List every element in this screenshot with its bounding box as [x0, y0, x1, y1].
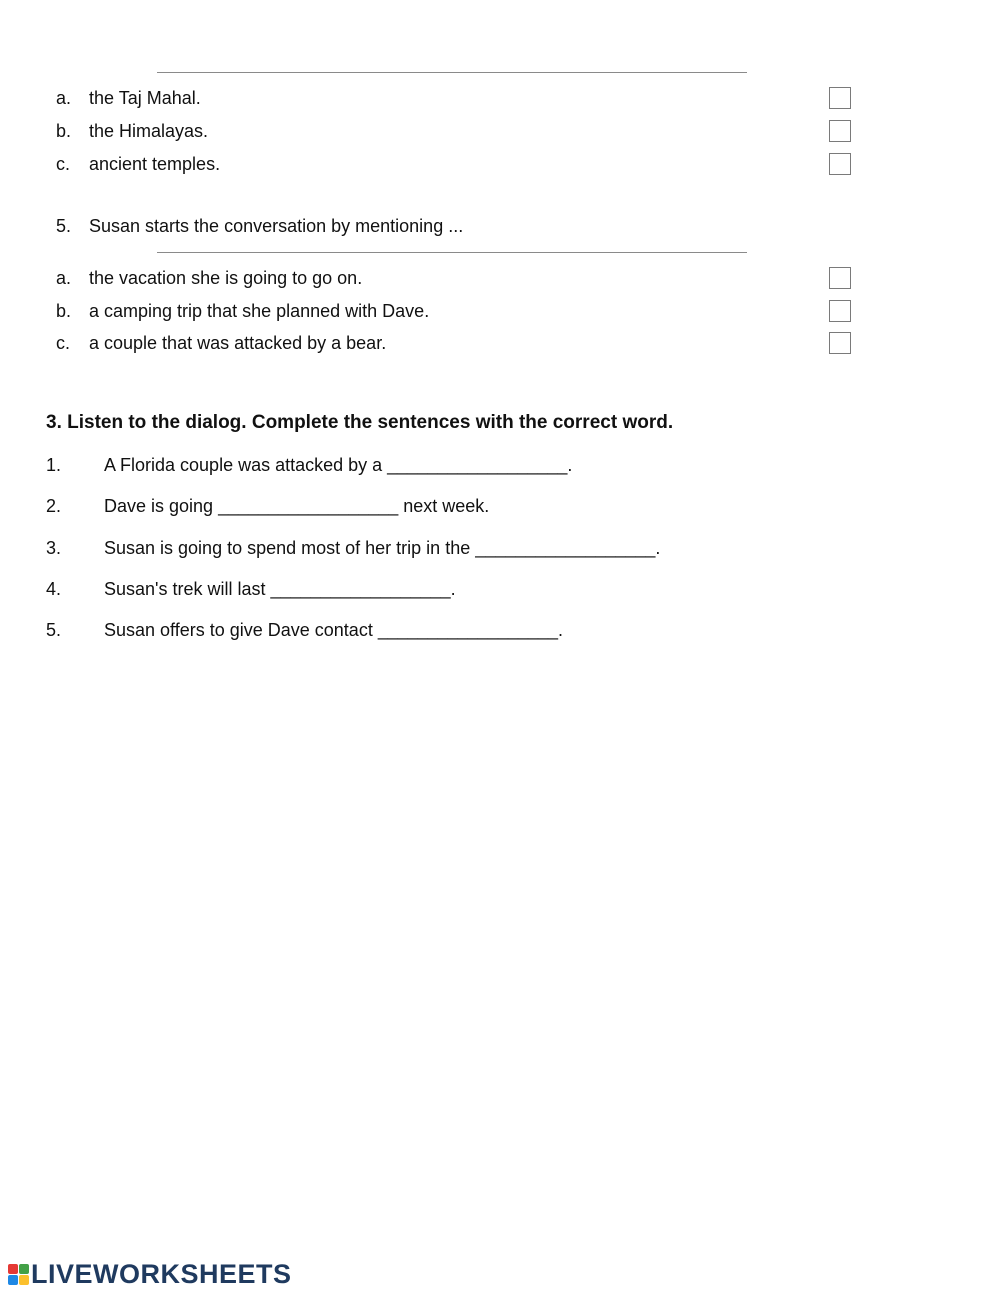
sentence-number: 3.	[46, 538, 62, 558]
question-text: Susan starts the conversation by mentioning ...	[89, 216, 464, 236]
liveworksheets-logo[interactable]	[8, 1259, 292, 1289]
sentence-number: 4.	[46, 579, 62, 599]
option-letter: c.	[56, 154, 71, 174]
q4-option-c-checkbox[interactable]	[829, 153, 851, 175]
logo-square	[19, 1275, 29, 1285]
q4-option-a	[0, 83, 1000, 113]
sentence-number: 1.	[46, 455, 62, 475]
option-text: the Taj Mahal.	[89, 88, 201, 108]
logo-grid-icon	[8, 1264, 29, 1285]
q5-option-a-checkbox[interactable]	[829, 267, 851, 289]
sentence-text[interactable]: Susan's trek will last __________________.	[104, 579, 456, 599]
option-text: ancient temples.	[89, 154, 221, 174]
q5-option-b	[0, 296, 1000, 326]
option-letter: a.	[56, 268, 72, 288]
q4-option-b	[0, 116, 1000, 146]
q5-option-c	[0, 328, 1000, 358]
sentence-number: 2.	[46, 496, 62, 516]
option-letter: b.	[56, 121, 72, 141]
answer-line	[157, 252, 747, 253]
sentence-text[interactable]: Dave is going __________________ next week.	[104, 496, 490, 516]
q5-option-b-checkbox[interactable]	[829, 300, 851, 322]
sentence-number: 5.	[46, 620, 62, 640]
q5-option-c-checkbox[interactable]	[829, 332, 851, 354]
section-3-heading: 3. Listen to the dialog. Complete the sentences with the correct word.	[46, 412, 674, 433]
sentence-text[interactable]: Susan is going to spend most of her trip in the __________________.	[104, 538, 661, 558]
answer-line	[157, 72, 747, 73]
option-text: a couple that was attacked by a bear.	[89, 333, 387, 353]
option-letter: b.	[56, 301, 72, 321]
logo-text: LIVEWORKSHEETS	[31, 1258, 292, 1289]
option-letter: c.	[56, 333, 71, 353]
q4-option-c	[0, 149, 1000, 179]
q4-option-a-checkbox[interactable]	[829, 87, 851, 109]
option-text: the Himalayas.	[89, 121, 209, 141]
sentence-text[interactable]: Susan offers to give Dave contact __________________.	[104, 620, 564, 640]
question-number: 5.	[56, 216, 72, 236]
sentence-text[interactable]: A Florida couple was attacked by a __________________.	[104, 455, 573, 475]
option-text: a camping trip that she planned with Dave.	[89, 301, 430, 321]
option-text: the vacation she is going to go on.	[89, 268, 363, 288]
logo-square	[8, 1264, 18, 1274]
q4-option-b-checkbox[interactable]	[829, 120, 851, 142]
logo-square	[8, 1275, 18, 1285]
logo-square	[19, 1264, 29, 1274]
option-letter: a.	[56, 88, 72, 108]
q5-option-a	[0, 263, 1000, 293]
